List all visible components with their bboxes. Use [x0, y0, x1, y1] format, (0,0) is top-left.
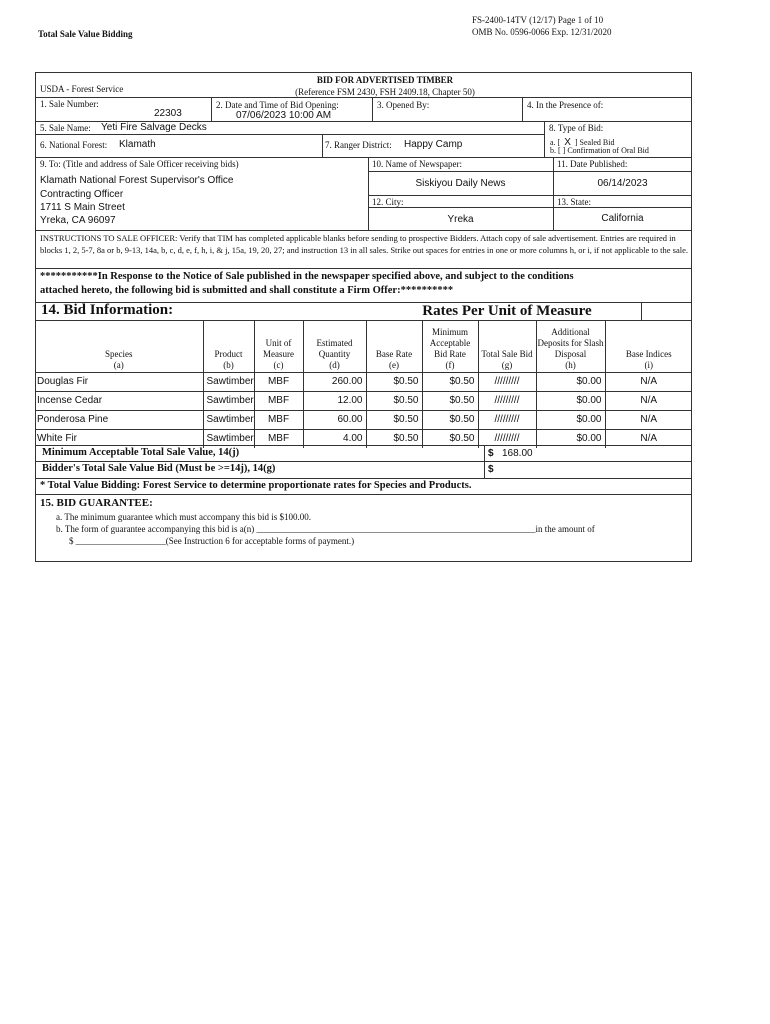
col-unit-title: Unit of Measure	[263, 337, 294, 359]
col-quantity-header	[303, 320, 366, 372]
to-line-1[interactable]: Klamath National Forest Supervisor's Office	[40, 175, 234, 186]
col-product-header	[203, 320, 254, 372]
bid-type-a-prefix: a. [	[550, 138, 561, 147]
total-value-note: * Total Value Bidding: Forest Service to determine proportionate rates for Species and Products.	[40, 480, 472, 491]
date-published-field[interactable]: 06/14/2023	[597, 178, 648, 189]
form-id: FS-2400-14TV (12/17) Page 1 of 10	[472, 15, 604, 25]
table-cell[interactable]: White Fir	[35, 429, 203, 448]
col-min-rate-title: Minimum Acceptable Bid Rate	[429, 326, 471, 359]
min-total-value[interactable]: 168.00	[502, 448, 533, 459]
table-cell[interactable]: MBF	[254, 429, 303, 448]
table-cell[interactable]: $0.00	[536, 410, 605, 429]
col-unit-header	[254, 320, 303, 372]
col-slash-title: Additional Deposits for Slash Disposal	[537, 326, 604, 359]
table-cell[interactable]: /////////	[478, 391, 536, 410]
table-cell[interactable]: /////////	[478, 429, 536, 448]
table-cell[interactable]: $0.50	[366, 410, 422, 429]
sale-number-field[interactable]: 22303	[154, 108, 182, 119]
form-header-title: Total Sale Value Bidding	[38, 29, 133, 39]
col-product-sub: (b)	[223, 359, 234, 370]
table-cell[interactable]: Sawtimber	[203, 410, 254, 429]
col-quantity-title: Estimated Quantity	[316, 337, 353, 359]
response-line-1: ***********In Response to the Notice of Sale published in the newspaper specified above, and subject to the conditions	[40, 271, 574, 282]
table-cell[interactable]: 260.00	[303, 372, 366, 391]
table-cell[interactable]: N/A	[605, 372, 692, 391]
rates-heading: Rates Per Unit of Measure	[422, 303, 592, 319]
form-reference: (Reference FSM 2430, FSH 2409.18, Chapter 50)	[295, 87, 475, 97]
ranger-district-label: 7. Ranger District:	[325, 140, 392, 150]
guarantee-line-c[interactable]: $ ____________________(See Instruction 6 for acceptable forms of payment.)	[69, 536, 355, 546]
table-cell[interactable]: N/A	[605, 429, 692, 448]
newspaper-field[interactable]: Siskiyou Daily News	[415, 178, 506, 189]
type-of-bid-label: 8. Type of Bid:	[549, 123, 604, 133]
table-cell[interactable]: Sawtimber	[203, 372, 254, 391]
col-base-rate-sub: (e)	[389, 359, 399, 370]
bid-type-sealed-checkmark: X	[564, 137, 571, 148]
city-label: 12. City:	[372, 197, 404, 207]
table-cell[interactable]: $0.50	[422, 391, 478, 410]
state-field[interactable]: California	[601, 213, 644, 224]
bidder-total-label: Bidder's Total Sale Value Bid (Must be >=14j), 14(g)	[42, 463, 276, 474]
state-label: 13. State:	[557, 197, 591, 207]
min-total-label: Minimum Acceptable Total Sale Value, 14(j)	[42, 447, 240, 458]
table-cell[interactable]: Sawtimber	[203, 429, 254, 448]
table-cell[interactable]: MBF	[254, 372, 303, 391]
table-header-row	[35, 320, 692, 372]
city-field[interactable]: Yreka	[447, 214, 474, 225]
col-total-bid-sub: (g)	[501, 359, 513, 370]
to-label: 9. To: (Title and address of Sale Officer receiving bids)	[40, 159, 239, 169]
bidder-total-input[interactable]	[500, 462, 688, 476]
col-quantity-sub: (d)	[329, 359, 340, 370]
table-cell[interactable]: Incense Cedar	[35, 391, 203, 410]
table-cell[interactable]: $0.00	[536, 429, 605, 448]
col-species-header	[35, 320, 203, 372]
table-cell[interactable]: $0.00	[536, 391, 605, 410]
presence-label: 4. In the Presence of:	[527, 100, 604, 110]
col-indices-title: Base Indices	[625, 348, 672, 359]
table-cell[interactable]: /////////	[478, 410, 536, 429]
col-species-title: Species	[105, 348, 133, 359]
col-min-rate-header	[422, 320, 478, 372]
guarantee-line-b[interactable]: b. The form of guarantee accompanying this bid is a(n) ______________________________________________________________in the amount of	[56, 524, 595, 534]
table-cell[interactable]: 60.00	[303, 410, 366, 429]
table-cell[interactable]: Sawtimber	[203, 391, 254, 410]
table-cell[interactable]: $0.50	[366, 391, 422, 410]
form-title: BID FOR ADVERTISED TIMBER	[316, 75, 454, 85]
table-cell[interactable]: Ponderosa Pine	[35, 410, 203, 429]
bid-opening-field[interactable]: 07/06/2023 10:00 AM	[236, 110, 332, 121]
col-base-rate-title: Base Rate	[375, 348, 413, 359]
col-total-bid-title: Total Sale Bid	[481, 348, 533, 359]
table-row	[35, 410, 692, 429]
newspaper-label: 10. Name of Newspaper:	[372, 159, 462, 169]
response-line-2: attached hereto, the following bid is submitted and shall constitute a Firm Offer:**********	[40, 285, 454, 296]
col-slash-header	[536, 320, 605, 372]
guarantee-line-a: a. The minimum guarantee which must accompany this bid is $100.00.	[56, 512, 312, 522]
national-forest-field[interactable]: Klamath	[119, 139, 156, 150]
table-cell[interactable]: 4.00	[303, 429, 366, 448]
omb-number: OMB No. 0596-0066 Exp. 12/31/2020	[472, 27, 612, 37]
bidder-total-currency: $	[488, 464, 494, 475]
bid-info-heading: 14. Bid Information:	[41, 302, 174, 318]
table-cell[interactable]: MBF	[254, 391, 303, 410]
to-line-3[interactable]: 1711 S Main Street	[40, 202, 125, 213]
to-line-4[interactable]: Yreka, CA 96097	[40, 215, 116, 226]
table-row	[35, 372, 692, 391]
table-cell[interactable]: $0.50	[366, 372, 422, 391]
col-unit-sub: (c)	[273, 359, 284, 370]
sale-name-label: 5. Sale Name:	[40, 123, 91, 133]
table-cell[interactable]: $0.50	[422, 410, 478, 429]
col-min-rate-sub: (f)	[445, 359, 455, 370]
table-cell[interactable]: $0.00	[536, 372, 605, 391]
ranger-district-field[interactable]: Happy Camp	[404, 139, 463, 150]
col-total-bid-header	[478, 320, 536, 372]
col-indices-sub: (i)	[644, 359, 653, 370]
bid-guarantee-heading: 15. BID GUARANTEE:	[40, 497, 153, 509]
bid-type-a-label: ] Sealed Bid	[574, 138, 615, 147]
opened-by-label: 3. Opened By:	[377, 100, 430, 110]
col-indices-header	[605, 320, 692, 372]
bid-type-oral[interactable]: b. [ ] Confirmation of Oral Bid	[550, 146, 649, 155]
table-cell[interactable]: $0.50	[422, 372, 478, 391]
agency-label: USDA - Forest Service	[40, 84, 124, 94]
table-cell[interactable]: $0.50	[422, 429, 478, 448]
col-slash-sub: (h)	[565, 359, 576, 370]
table-cell[interactable]: N/A	[605, 410, 692, 429]
sale-name-field[interactable]: Yeti Fire Salvage Decks	[101, 122, 207, 133]
to-line-2[interactable]: Contracting Officer	[40, 189, 124, 200]
instructions-text: INSTRUCTIONS TO SALE OFFICER: Verify that TIM has completed applicable blanks before sending to prospective Bidders. Attach copy of sale advertisement. Entries are required in blocks 1, 2, 5-7, 8a or b, 9-13, 14a, b, c, d, e, f, h, i, & j, 15a, 19, 20, 27; and instruction 13 in all sales. Strike out spaces for entries in one or more columns h, or i, if not applicable to the sale.	[40, 233, 688, 255]
table-row	[35, 391, 692, 410]
table-cell[interactable]: MBF	[254, 410, 303, 429]
bid-opening-label: 2. Date and Time of Bid Opening:	[216, 100, 339, 110]
national-forest-label: 6. National Forest:	[40, 140, 108, 150]
table-cell[interactable]: N/A	[605, 391, 692, 410]
table-cell[interactable]: /////////	[478, 372, 536, 391]
col-base-rate-header	[366, 320, 422, 372]
bid-table	[35, 320, 692, 448]
table-cell[interactable]: Douglas Fir	[35, 372, 203, 391]
table-cell[interactable]: $0.50	[366, 429, 422, 448]
date-published-label: 11. Date Published:	[557, 159, 628, 169]
table-cell[interactable]: 12.00	[303, 391, 366, 410]
sale-number-label: 1. Sale Number:	[40, 99, 99, 109]
col-product-title: Product	[214, 348, 243, 359]
min-total-currency: $	[488, 448, 494, 459]
col-species-sub: (a)	[113, 359, 124, 370]
